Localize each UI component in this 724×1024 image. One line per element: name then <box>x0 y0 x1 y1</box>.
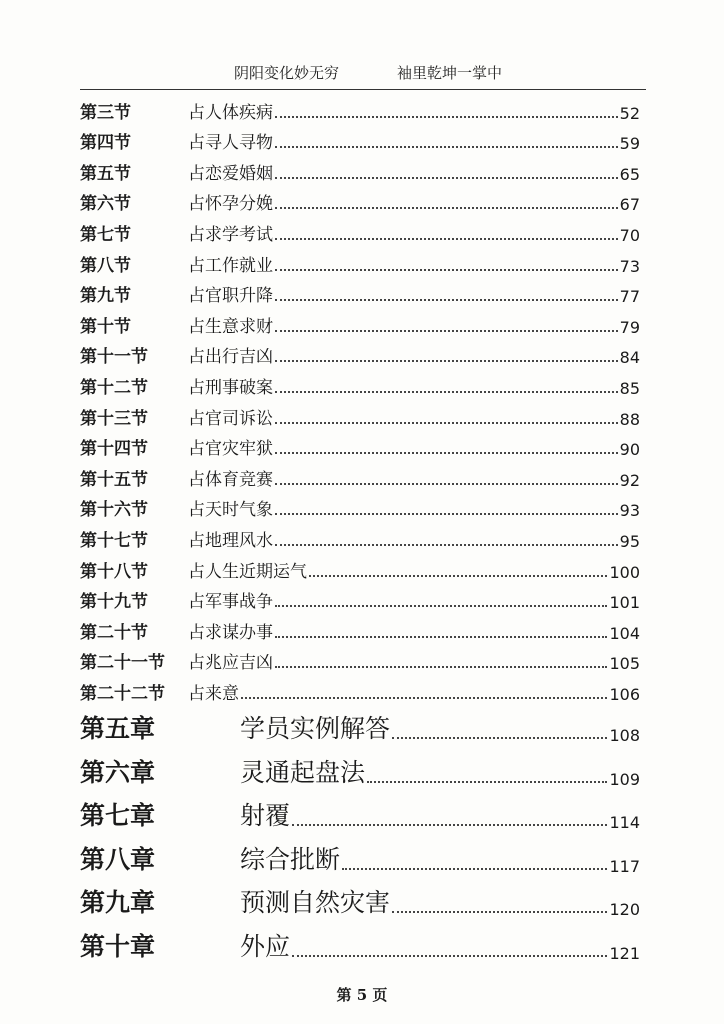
entry-title: 占求学考试 <box>188 224 273 245</box>
entry-title-line <box>188 557 640 582</box>
dot-leader <box>275 666 607 668</box>
entry-title: 综合批断 <box>240 844 341 874</box>
entry-title: 占兆应吉凶 <box>188 653 273 674</box>
toc-section-entry <box>80 494 640 525</box>
toc-section-entry <box>80 218 640 249</box>
entry-title-line <box>188 342 640 367</box>
entry-number: 第十节 <box>80 316 131 337</box>
entry-title: 占官司诉讼 <box>188 408 273 429</box>
entry-title-line <box>188 404 640 429</box>
entry-page-number: 88 <box>619 409 640 429</box>
entry-title-line <box>188 434 640 459</box>
dot-leader <box>275 177 618 179</box>
entry-page-number: 90 <box>619 440 640 460</box>
table-of-contents <box>80 96 640 969</box>
entry-title: 占恋爱婚姻 <box>188 163 273 184</box>
entry-number: 第十六节 <box>80 500 148 521</box>
dot-leader <box>275 238 618 240</box>
page-number: 第 5 页 <box>336 986 388 1004</box>
entry-page-number: 59 <box>619 134 640 154</box>
entry-number: 第九章 <box>80 888 156 918</box>
entry-number: 第十八节 <box>80 561 148 582</box>
entry-number: 第十二节 <box>80 377 148 398</box>
dot-leader <box>275 452 618 454</box>
entry-page-number: 70 <box>619 225 640 245</box>
toc-section-entry <box>80 188 640 219</box>
entry-page-number: 120 <box>609 900 640 920</box>
entry-title-line <box>188 465 640 490</box>
entry-page-number: 109 <box>609 769 640 789</box>
entry-page-number: 108 <box>609 726 640 746</box>
entry-number: 第七章 <box>80 801 156 831</box>
entry-title: 占工作就业 <box>188 255 273 276</box>
entry-title: 预测自然灾害 <box>240 888 391 918</box>
entry-page-number: 67 <box>619 195 640 215</box>
entry-page-number: 121 <box>609 943 640 963</box>
entry-page-number: 52 <box>619 103 640 123</box>
entry-title: 占刑事破案 <box>188 377 273 398</box>
dot-leader <box>275 269 618 271</box>
entry-title-line <box>240 927 640 963</box>
entry-title: 占生意求财 <box>188 316 273 337</box>
entry-title: 占军事战争 <box>188 592 273 613</box>
header-right-text: 袖里乾坤一掌中 <box>397 64 503 82</box>
toc-section-entry <box>80 463 640 494</box>
entry-page-number: 105 <box>609 654 640 674</box>
entry-title: 灵通起盘法 <box>240 757 366 787</box>
toc-chapter-entry <box>80 882 640 926</box>
entry-title: 占怀孕分娩 <box>188 194 273 215</box>
entry-page-number: 79 <box>619 317 640 337</box>
entry-page-number: 84 <box>619 348 640 368</box>
entry-number: 第十九节 <box>80 592 148 613</box>
entry-number: 第五章 <box>80 714 156 744</box>
dot-leader <box>241 697 607 699</box>
dot-leader <box>367 781 607 783</box>
toc-section-entry <box>80 586 640 617</box>
toc-chapter-entry <box>80 838 640 882</box>
entry-page-number: 93 <box>619 501 640 521</box>
entry-page-number: 117 <box>609 856 640 876</box>
entry-page-number: 65 <box>619 164 640 184</box>
entry-number: 第十章 <box>80 931 156 961</box>
dot-leader <box>275 544 618 546</box>
entry-number: 第四节 <box>80 133 131 154</box>
header-rule <box>80 89 646 90</box>
dot-leader <box>292 824 607 826</box>
toc-section-entry <box>80 341 640 372</box>
entry-title: 占求谋办事 <box>188 622 273 643</box>
entry-title-line <box>188 98 640 123</box>
entry-title-line <box>188 128 640 153</box>
toc-section-entry <box>80 310 640 341</box>
entry-number: 第三节 <box>80 102 131 123</box>
dot-leader <box>275 391 618 393</box>
dot-leader <box>392 911 607 913</box>
toc-chapter-entry <box>80 795 640 839</box>
entry-number: 第二十二节 <box>80 683 165 704</box>
entry-title: 占人生近期运气 <box>188 561 307 582</box>
toc-section-entry <box>80 249 640 280</box>
entry-title-line <box>188 189 640 214</box>
entry-title: 学员实例解答 <box>240 714 391 744</box>
entry-title-line <box>188 587 640 612</box>
dot-leader <box>275 422 618 424</box>
dot-leader <box>309 575 607 577</box>
entry-title-line <box>188 281 640 306</box>
entry-number: 第六章 <box>80 757 156 787</box>
entry-title-line <box>240 840 640 876</box>
dot-leader <box>275 299 618 301</box>
entry-title: 外应 <box>240 931 291 961</box>
entry-title-line <box>240 883 640 919</box>
entry-page-number: 95 <box>619 531 640 551</box>
entry-number: 第二十节 <box>80 622 148 643</box>
dot-leader <box>275 605 607 607</box>
toc-section-entry <box>80 433 640 464</box>
entry-number: 第八章 <box>80 844 156 874</box>
entry-number: 第六节 <box>80 194 131 215</box>
toc-section-entry <box>80 647 640 678</box>
dot-leader <box>292 955 607 957</box>
toc-section-entry <box>80 96 640 127</box>
entry-page-number: 106 <box>609 684 640 704</box>
entry-title-line <box>188 648 640 673</box>
toc-section-entry <box>80 371 640 402</box>
entry-page-number: 101 <box>609 593 640 613</box>
dot-leader <box>275 330 618 332</box>
toc-section-entry <box>80 157 640 188</box>
dot-leader <box>275 116 618 118</box>
toc-section-entry <box>80 555 640 586</box>
toc-chapter-entry <box>80 925 640 969</box>
entry-title-line <box>188 220 640 245</box>
toc-section-entry <box>80 677 640 708</box>
entry-title-line <box>188 526 640 551</box>
dot-leader <box>275 636 607 638</box>
dot-leader <box>275 207 618 209</box>
entry-title: 占体育竞赛 <box>188 469 273 490</box>
toc-section-entry <box>80 616 640 647</box>
entry-title: 占来意 <box>188 683 239 704</box>
entry-page-number: 92 <box>619 470 640 490</box>
entry-number: 第八节 <box>80 255 131 276</box>
entry-title: 占官职升降 <box>188 286 273 307</box>
entry-page-number: 77 <box>619 287 640 307</box>
dot-leader <box>275 146 618 148</box>
entry-title-line <box>188 159 640 184</box>
entry-page-number: 73 <box>619 256 640 276</box>
entry-title-line <box>188 618 640 643</box>
dot-leader <box>275 513 618 515</box>
entry-number: 第十五节 <box>80 469 148 490</box>
toc-section-entry <box>80 280 640 311</box>
entry-title: 占人体疾病 <box>188 102 273 123</box>
dot-leader <box>342 868 607 870</box>
entry-title: 射覆 <box>240 801 291 831</box>
header-left-text: 阴阳变化妙无穷 <box>234 64 340 82</box>
dot-leader <box>275 483 618 485</box>
entry-title: 占寻人寻物 <box>188 133 273 154</box>
toc-section-entry <box>80 524 640 555</box>
entry-title-line <box>240 796 640 832</box>
entry-title-line <box>188 679 640 704</box>
toc-chapter-entry <box>80 751 640 795</box>
entry-title-line <box>240 753 640 789</box>
entry-title: 占天时气象 <box>188 500 273 521</box>
entry-title: 占官灾牢狱 <box>188 439 273 460</box>
entry-page-number: 100 <box>609 562 640 582</box>
dot-leader <box>392 737 607 739</box>
toc-chapter-entry <box>80 708 640 752</box>
entry-page-number: 85 <box>619 378 640 398</box>
entry-title-line <box>188 251 640 276</box>
dot-leader <box>275 360 618 362</box>
entry-number: 第二十一节 <box>80 653 165 674</box>
entry-title-line <box>188 312 640 337</box>
entry-title: 占地理风水 <box>188 530 273 551</box>
entry-number: 第十三节 <box>80 408 148 429</box>
entry-number: 第七节 <box>80 224 131 245</box>
entry-page-number: 114 <box>609 813 640 833</box>
entry-title: 占出行吉凶 <box>188 347 273 368</box>
entry-number: 第五节 <box>80 163 131 184</box>
entry-number: 第十一节 <box>80 347 148 368</box>
entry-number: 第十四节 <box>80 439 148 460</box>
entry-page-number: 104 <box>609 623 640 643</box>
entry-title-line <box>188 495 640 520</box>
toc-section-entry <box>80 402 640 433</box>
entry-title-line <box>240 709 640 745</box>
toc-section-entry <box>80 127 640 158</box>
entry-number: 第十七节 <box>80 530 148 551</box>
entry-number: 第九节 <box>80 286 131 307</box>
entry-title-line <box>188 373 640 398</box>
